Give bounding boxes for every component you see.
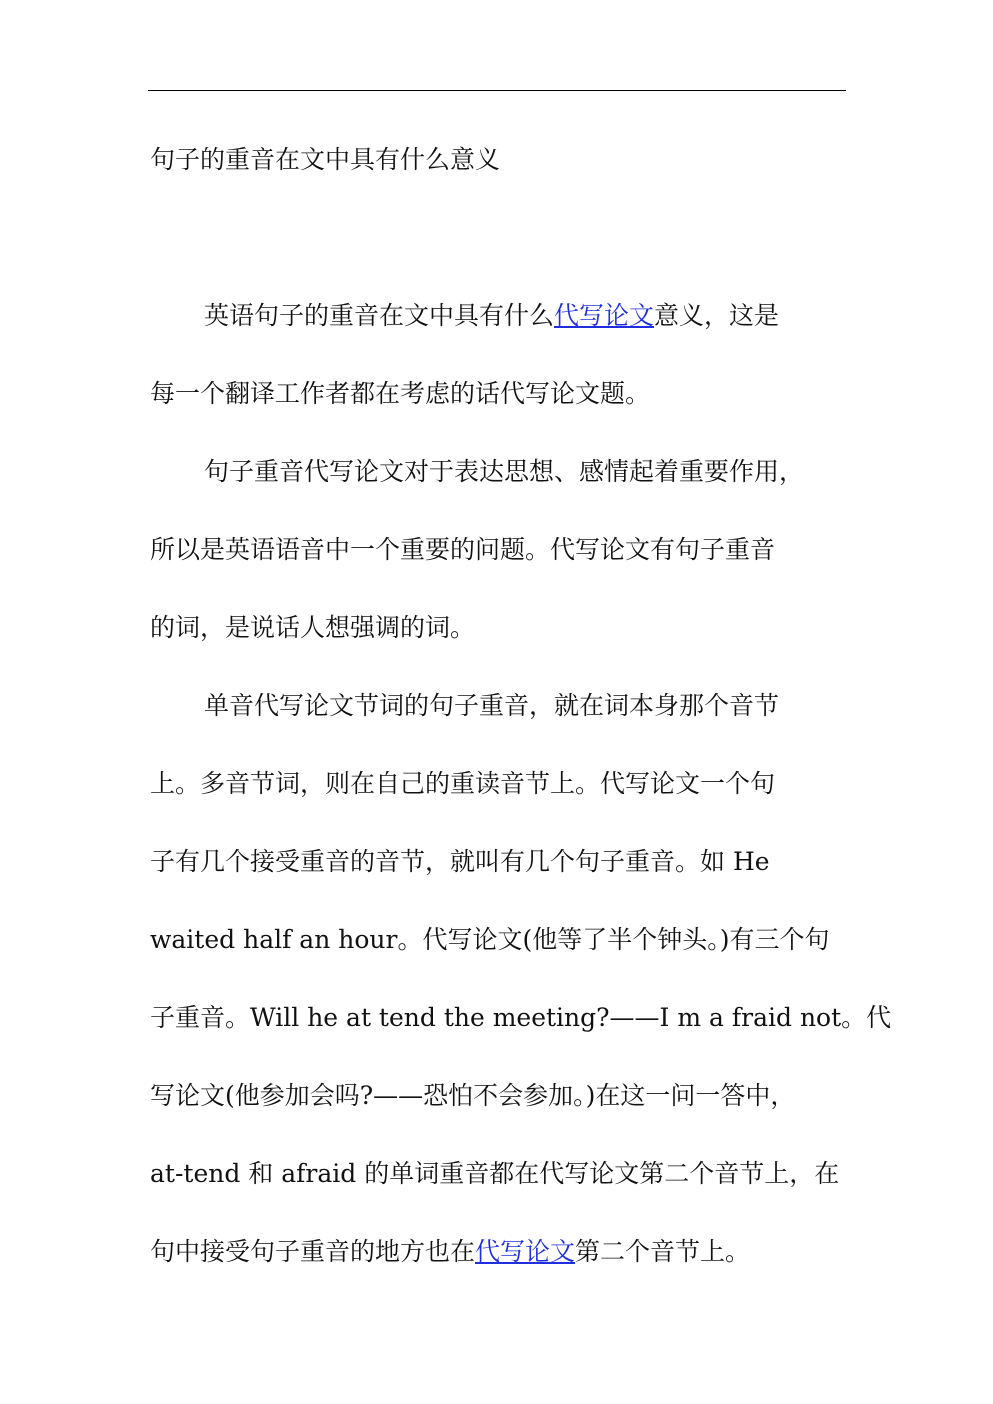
paragraph-2-line-2: 所以是英语语音中一个重要的问题。代写论文有句子重音 (150, 535, 776, 564)
paragraph-3-line-2: 上。多音节词，则在自己的重读音节上。代写论文一个句 (150, 769, 776, 798)
paragraph-3-line-4: waited half an hour。代写论文(他等了半个钟头。)有三个句 (150, 925, 830, 954)
text-segment: 英语句子的重音在文中具有什么 (204, 301, 555, 330)
text-segment: 意义，这是 (654, 301, 780, 330)
paragraph-3-line-6: 写论文(他参加会吗?——恐怕不会参加。)在这一问一答中， (150, 1081, 796, 1110)
paragraph-2-line-1: 句子重音代写论文对于表达思想、感情起着重要作用， (204, 457, 805, 486)
paragraph-3-line-5: 子重音。Will he at tend the meeting?——I m a fraid not。代 (150, 1003, 892, 1032)
essay-link-1[interactable]: 代写论文 (554, 301, 655, 330)
paragraph-1-line-2: 每一个翻译工作者都在考虑的话代写论文题。 (150, 379, 651, 408)
header-rule (148, 90, 846, 91)
text-segment: 第二个音节上。 (575, 1237, 751, 1266)
document-title: 句子的重音在文中具有什么意义 (150, 145, 501, 174)
essay-link-2[interactable]: 代写论文 (475, 1237, 576, 1266)
paragraph-3-line-8 (150, 1232, 850, 1272)
paragraph-3-line-1: 单音代写论文节词的句子重音，就在词本身那个音节 (204, 691, 780, 720)
paragraph-3-line-7: at-tend 和 afraid 的单词重音都在代写论文第二个音节上，在 (150, 1159, 840, 1188)
paragraph-1-line-1 (204, 296, 854, 336)
paragraph-2-line-3: 的词，是说话人想强调的词。 (150, 613, 476, 642)
paragraph-3-line-3: 子有几个接受重音的音节，就叫有几个句子重音。如 He (150, 847, 770, 876)
text-segment: 句中接受句子重音的地方也在 (150, 1237, 476, 1266)
